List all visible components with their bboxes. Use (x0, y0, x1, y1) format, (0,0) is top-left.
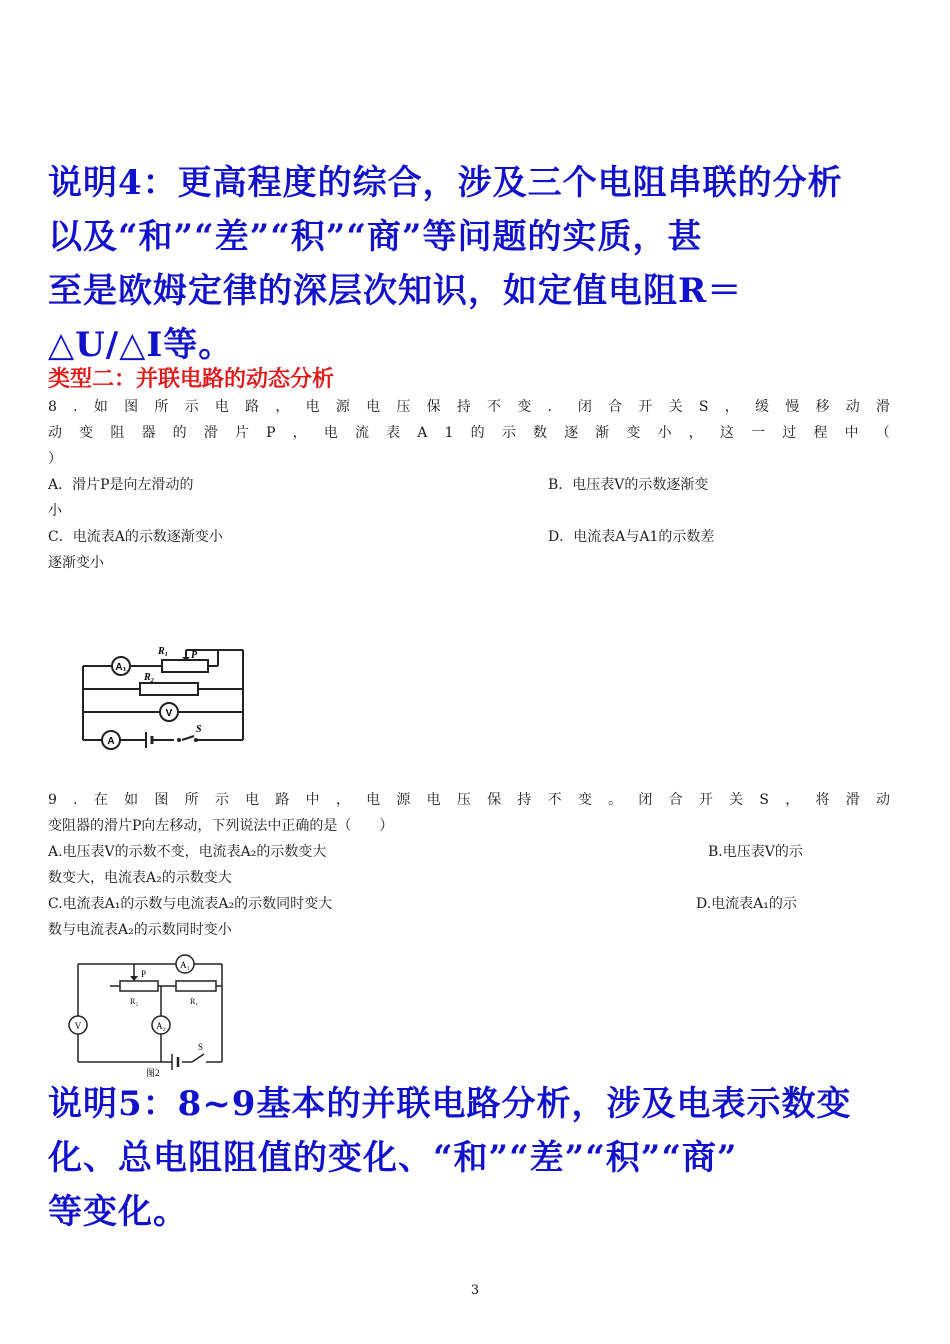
note-5 (48, 1077, 918, 1239)
q8-options-cd (48, 524, 890, 550)
q8-option-b: B．电压表V的示数逐渐变 (548, 477, 709, 493)
label-a: A (107, 736, 115, 747)
ammeter-a1-icon (176, 955, 194, 973)
q8-options-ab (48, 472, 890, 498)
q9-circuit-diagram (64, 952, 234, 1078)
label-v: V (74, 1021, 82, 1031)
q9-option-b-cont: 数变大，电流表A₂的示数变大 (48, 870, 232, 886)
voltmeter-icon (160, 703, 178, 721)
q8-option-a: A．滑片P是向左滑动的 (48, 477, 194, 493)
q9-option-d: D.电流表A₁的示 (696, 896, 797, 912)
label-r2: R₂ (130, 997, 139, 1006)
note-4-line: 至是欧姆定律的深层次知识，如定值电阻R＝ (48, 271, 743, 311)
label-v: V (165, 708, 173, 719)
note-5-line: 说明5：8~9基本的并联电路分析，涉及电表示数变 (48, 1084, 852, 1124)
label-s: S (198, 1042, 204, 1052)
label-s: S (196, 724, 202, 735)
q8-stem-line: 8 . 如 图 所 示 电 路 ， 电 源 电 压 保 持 不 变 ． 闭 合 开 关 S ， 缓 慢 移 动 滑 (48, 399, 890, 415)
ammeter-a2-icon (152, 1016, 170, 1034)
q9-option-a: A.电压表V的示数不变，电流表A₂的示数变大 (48, 844, 327, 860)
voltmeter-icon (69, 1016, 87, 1034)
q9-option-b: B.电压表V的示 (708, 844, 803, 860)
q8-option-b-cont: 小 (48, 503, 62, 519)
note-5-line: 化、总电阻阻值的变化、“和”“差”“积”“商” (48, 1138, 738, 1178)
q8-circuit-diagram (78, 640, 253, 750)
label-a1: A₁ (115, 662, 127, 673)
type-2-heading: 类型二：并联电路的动态分析 (48, 366, 335, 392)
page-number: 3 (470, 1283, 480, 1298)
ammeter-a-icon (102, 731, 120, 749)
q8-option-d-cont: 逐渐变小 (48, 555, 104, 571)
figure-caption: 图2 (146, 1068, 160, 1078)
q9-options-ab (48, 839, 890, 865)
q8-option-d: D．电流表A与A1的示数差 (548, 529, 715, 545)
q8-option-c: C．电流表A的示数逐渐变小 (48, 529, 223, 545)
note-4-line: 以及“和”“差”“积”“商”等问题的实质，甚 (48, 217, 703, 257)
q8-stem-line: 动 变 阻 器 的 滑 片 P ， 电 流 表 A 1 的 示 数 逐 渐 变 小 ， 这 一 过 程 中 （ (48, 425, 890, 441)
label-p: P (191, 650, 198, 661)
label-r2: R₂ (144, 672, 155, 683)
label-r1: R₁ (158, 646, 169, 657)
question-8 (48, 394, 890, 576)
label-a2: A₂ (156, 1021, 166, 1031)
q9-option-c: C.电流表A₁的示数与电流表A₂的示数同时变大 (48, 896, 333, 912)
question-9 (48, 787, 890, 943)
label-r1: R₁ (190, 997, 199, 1006)
ammeter-a1-icon (112, 657, 130, 675)
q9-stem-line: 变阻器的滑片P向左移动，下列说法中正确的是（ ） (48, 818, 394, 834)
note-4-line: △U/△I等。 (48, 325, 234, 365)
q9-options-cd (48, 891, 890, 917)
label-p: P (141, 969, 147, 979)
q8-stem-line: ） (48, 451, 62, 467)
q9-option-d-cont: 数与电流表A₂的示数同时变小 (48, 922, 232, 938)
note-4-line: 说明4：更高程度的综合，涉及三个电阻串联的分析 (48, 163, 843, 203)
note-5-line: 等变化。 (48, 1192, 188, 1232)
label-a1: A₁ (180, 960, 190, 970)
note-4 (48, 156, 918, 372)
q9-stem-line: 9 . 在 如 图 所 示 电 路 中 ， 电 源 电 压 保 持 不 变 。 闭 合 开 关 S ， 将 滑 动 (48, 792, 890, 808)
